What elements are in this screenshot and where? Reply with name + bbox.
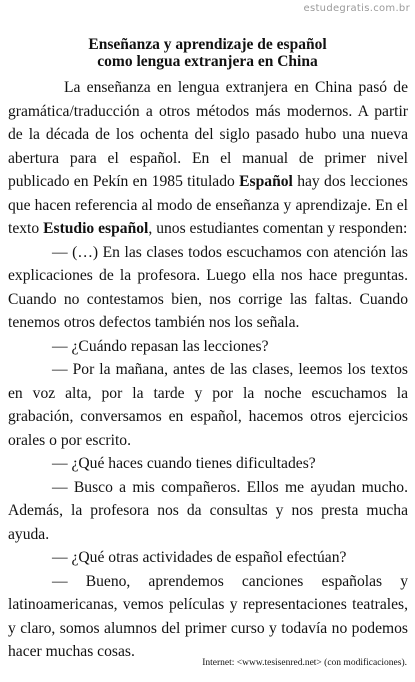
dialogue-line: — Por la mañana, antes de las clases, leemos los textos en voz alta, por la tarde y por la noche escuchamos la grabación, conversamos en español, hacemos otros ejercicios orales o por escrito. [8,361,408,449]
intro-text-2: hay dos lecciones que hacen referencia al modo de enseñanza y aprendizaje. En el texto [8,173,409,237]
article-body [8,76,408,664]
dialogue-line: — ¿Cuándo repasan las lecciones? [52,337,269,355]
intro-text-1: La enseñanza en lengua extranjera en China pasó de gramática/traducción a otros métodos más modernos. A partir de la década de los ochenta del siglo pasado hubo una nueva abertura para el español. En el manual de primer nivel publicado en Pekín en 1985 titulado [8,79,408,190]
dialogue-line: — Bueno, aprendemos canciones españolas y latinoamericanas, vemos películas y representaciones teatrales, y claro, somos alumnos del primer curso y todavía no podemos hacer muchas cosas. [8,572,408,660]
intro-paragraph [8,76,408,241]
intro-text-3: , unos estudiantes comentan y responden: [148,220,408,237]
text-title-estudio: Estudio español [43,220,149,237]
dialogue-line: — (…) En las clases todos escuchamos con atención las explicaciones de la profesora. Luego ella nos hace preguntas. Cuando no contestamos bien, nos corrige las faltas. Cuando tenemos otros defectos también nos los señala. [8,243,408,331]
dialogue-line: — Busco a mis compañeros. Ellos me ayudan mucho. Además, la profesora nos da consultas y nos presta mucha ayuda. [8,478,408,543]
book-title-espanol: Español [239,173,293,190]
watermark: estudegratis.com.br [303,3,410,14]
dialogue-line: — ¿Qué haces cuando tienes dificultades? [52,455,316,472]
title-line-1: Enseñanza y aprendizaje de español [88,36,327,53]
title-line-2: como lengua extranjera en China [97,53,318,70]
document-title [0,36,415,70]
source-citation: Internet: <www.tesisenred.net> (con modificaciones). [202,658,407,668]
dialogue-line: — ¿Qué otras actividades de español efectúan? [52,549,347,566]
